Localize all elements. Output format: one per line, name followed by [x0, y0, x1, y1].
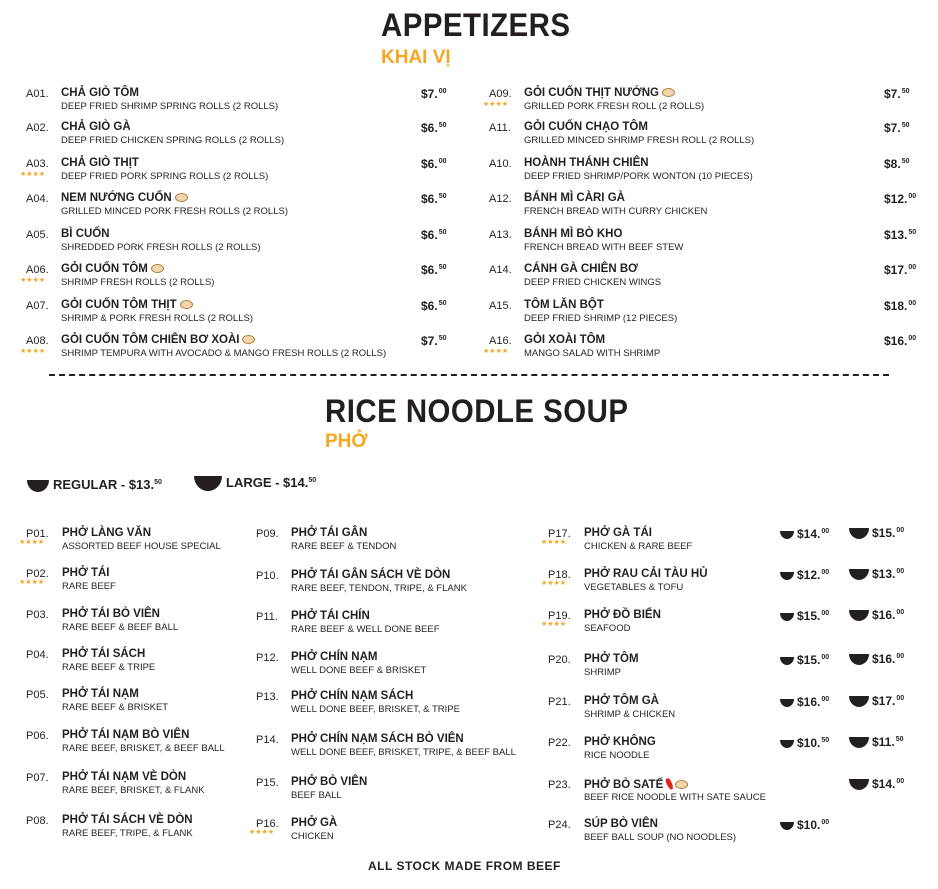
item-name: [291, 776, 367, 788]
item-description: FRENCH BREAD WITH CURRY CHICKEN: [524, 206, 708, 217]
item-description: RARE BEEF, BRISKET, & FLANK: [62, 785, 205, 796]
price-dollars: $14.: [872, 777, 896, 791]
item-code: A12.: [489, 193, 512, 205]
item-code: A09.: [489, 88, 512, 100]
price-cents: 50: [821, 737, 830, 744]
price-cents: 50: [438, 193, 447, 200]
item-code: P06.: [26, 730, 49, 742]
item-description: DEEP FRIED CHICKEN SPRING ROLLS (2 ROLLS): [61, 135, 285, 146]
item-code: P16.: [256, 818, 279, 830]
pho-subtitle: PHỞ: [325, 431, 368, 452]
item-name-text: PHỞ TÁI SÁCH VÈ DÒN: [62, 814, 193, 826]
section-divider: [49, 374, 889, 376]
price-dollars: $16.: [884, 334, 908, 348]
price-cents: 00: [821, 569, 830, 576]
item-description: GRILLED MINCED SHRIMP FRESH ROLL (2 ROLLS): [524, 135, 755, 146]
price-cents: 00: [821, 696, 830, 703]
item-code: P10.: [256, 570, 279, 582]
item-name: [291, 610, 370, 622]
peanut-icon: [180, 300, 193, 309]
appetizers-subtitle: KHAI VỊ: [381, 47, 451, 68]
item-name-text: HOÀNH THÁNH CHIÊN: [524, 157, 649, 169]
star-icon: ★★★★: [20, 348, 46, 355]
price-cents: 50: [438, 229, 447, 236]
item-name-text: PHỞ TÁI NẠM BÒ VIÊN: [62, 729, 190, 741]
item-name: [62, 648, 145, 660]
large-price: [849, 735, 904, 749]
item-description: RICE NOODLE: [584, 750, 650, 761]
bowl-icon: [849, 737, 869, 748]
item-name: [584, 695, 659, 707]
item-price: [884, 192, 916, 206]
item-name-text: GỎI CUỐN TÔM THỊT: [61, 299, 177, 311]
price-cents: 00: [896, 778, 905, 785]
item-description: RARE BEEF: [62, 581, 116, 592]
regular-price: [780, 653, 829, 667]
peanut-icon: [175, 193, 188, 202]
item-name-text: PHỞ TÁI GÂN: [291, 527, 368, 539]
item-name: [61, 263, 164, 275]
star-icon: ★★★★: [20, 277, 46, 284]
price-dollars: $10.: [797, 736, 821, 750]
item-description: RARE BEEF & BEEF BALL: [62, 622, 179, 633]
item-name: [584, 818, 658, 830]
item-code: P08.: [26, 815, 49, 827]
item-code: P04.: [26, 649, 49, 661]
large-price: [849, 652, 904, 666]
item-description: GRILLED MINCED PORK FRESH ROLLS (2 ROLLS): [61, 206, 288, 217]
price-dollars: $6.: [421, 157, 438, 171]
item-name-text: PHỞ KHÔNG: [584, 736, 656, 748]
regular-price: [780, 818, 829, 832]
item-name: [524, 334, 605, 346]
item-name: [61, 334, 255, 346]
price-cents: 00: [821, 528, 830, 535]
item-description: WELL DONE BEEF, BRISKET, TRIPE, & BEEF BALL: [291, 747, 516, 758]
item-description: DEEP FRIED SHRIMP (12 PIECES): [524, 313, 678, 324]
bowl-icon: [849, 654, 869, 665]
large-price: [849, 567, 904, 581]
item-name-text: CÁNH GÀ CHIÊN BƠ: [524, 263, 638, 275]
item-name-text: SÚP BÒ VIÊN: [584, 818, 658, 830]
large-label: LARGE - $14.: [226, 475, 309, 490]
bowl-icon: [849, 610, 869, 621]
item-code: A04.: [26, 193, 49, 205]
price-dollars: $12.: [797, 568, 821, 582]
item-name-text: PHỞ TÔM: [584, 653, 639, 665]
item-name: [524, 299, 604, 311]
item-price: [884, 228, 916, 242]
price-dollars: $18.: [884, 299, 908, 313]
item-name: [61, 228, 110, 240]
item-price: [884, 157, 909, 171]
peanut-icon: [675, 780, 688, 789]
price-cents: 50: [901, 88, 910, 95]
item-description: SHRIMP: [584, 667, 621, 678]
bowl-icon: [780, 740, 794, 748]
item-description: DEEP FRIED SHRIMP SPRING ROLLS (2 ROLLS): [61, 101, 279, 112]
item-price: [421, 121, 446, 135]
price-cents: 00: [821, 819, 830, 826]
item-code: P18.: [548, 569, 571, 581]
item-code: P07.: [26, 772, 49, 784]
price-dollars: $7.: [884, 121, 901, 135]
large-price: [849, 777, 904, 791]
item-name: [584, 653, 639, 665]
item-code: A01.: [26, 88, 49, 100]
item-name-text: PHỞ BÒ SATẾ: [584, 779, 664, 791]
star-icon: ★★★★: [19, 539, 45, 546]
item-description: SHRIMP TEMPURA WITH AVOCADO & MANGO FRESH ROLLS (2 ROLLS): [61, 348, 387, 359]
item-name-text: GỎI CUỐN THỊT NƯỚNG: [524, 87, 659, 99]
price-cents: 50: [908, 229, 917, 236]
item-description: DEEP FRIED CHICKEN WINGS: [524, 277, 662, 288]
item-description: DEEP FRIED PORK SPRING ROLLS (2 ROLLS): [61, 171, 269, 182]
large-price: [849, 694, 904, 708]
item-name: [62, 814, 193, 826]
item-name-text: CHẢ GIÒ GÀ: [61, 121, 131, 133]
item-name: [62, 688, 139, 700]
bowl-icon: [780, 657, 794, 665]
price-dollars: $16.: [872, 608, 896, 622]
item-name-text: BÌ CUỐN: [61, 228, 110, 240]
price-dollars: $14.: [797, 527, 821, 541]
item-name: [61, 299, 193, 311]
item-code: P23.: [548, 779, 571, 791]
price-cents: 00: [438, 158, 447, 165]
regular-price: [780, 695, 829, 709]
item-name: [62, 729, 189, 741]
price-dollars: $15.: [797, 609, 821, 623]
item-description: GRILLED PORK FRESH ROLL (2 ROLLS): [524, 101, 705, 112]
price-dollars: $6.: [421, 192, 438, 206]
price-dollars: $17.: [872, 694, 896, 708]
item-description: WELL DONE BEEF, BRISKET, & TRIPE: [291, 704, 460, 715]
peanut-icon: [242, 335, 255, 344]
item-code: P03.: [26, 609, 49, 621]
item-name-text: PHỞ TÁI NẠM VÈ DÒN: [62, 771, 187, 783]
item-description: RARE BEEF & TENDON: [291, 541, 397, 552]
item-description: FRENCH BREAD WITH BEEF STEW: [524, 242, 684, 253]
item-name-text: PHỞ CHÍN NẠM: [291, 651, 378, 663]
item-code: P20.: [548, 654, 571, 666]
item-name: [584, 736, 656, 748]
item-price: [421, 157, 446, 171]
regular-cents: 50: [154, 479, 162, 486]
item-code: P05.: [26, 689, 49, 701]
item-description: SHREDDED PORK FRESH ROLLS (2 ROLLS): [61, 242, 261, 253]
large-size-legend: [194, 475, 316, 491]
regular-price: [780, 527, 829, 541]
price-dollars: $6.: [421, 299, 438, 313]
bowl-icon: [780, 572, 794, 580]
star-icon: ★★★★: [541, 539, 567, 546]
item-price: [884, 334, 916, 348]
price-dollars: $7.: [884, 87, 901, 101]
item-name-text: TÔM LĂN BỘT: [524, 299, 604, 311]
bowl-icon: [194, 476, 222, 491]
item-description: SEAFOOD: [584, 623, 631, 634]
peanut-icon: [662, 88, 675, 97]
price-cents: 50: [438, 264, 447, 271]
peanut-icon: [151, 264, 164, 273]
item-name: [584, 568, 708, 580]
price-cents: 00: [896, 527, 905, 534]
item-name: [584, 609, 661, 621]
price-dollars: $11.: [872, 735, 895, 749]
item-price: [884, 299, 916, 313]
item-name-text: PHỞ CHÍN NẠM SÁCH: [291, 690, 414, 702]
price-cents: 50: [438, 335, 447, 342]
item-description: SHRIMP FRESH ROLLS (2 ROLLS): [61, 277, 215, 288]
regular-price: [780, 568, 829, 582]
item-description: BEEF BALL SOUP (NO NOODLES): [584, 832, 737, 843]
large-cents: 50: [308, 477, 317, 484]
price-dollars: $17.: [884, 263, 908, 277]
item-code: P13.: [256, 691, 279, 703]
chili-icon: [665, 778, 675, 791]
item-description: WELL DONE BEEF & BRISKET: [291, 665, 427, 676]
bowl-icon: [780, 822, 794, 830]
item-code: A07.: [26, 300, 49, 312]
price-cents: 50: [438, 300, 447, 307]
item-price: [421, 192, 446, 206]
item-name: [62, 527, 151, 539]
price-dollars: $6.: [421, 263, 438, 277]
bowl-icon: [849, 528, 869, 539]
item-code: P24.: [548, 819, 571, 831]
item-code: P11.: [256, 611, 278, 623]
item-description: BEEF BALL: [291, 790, 342, 801]
price-dollars: $7.: [421, 87, 438, 101]
price-dollars: $8.: [884, 157, 901, 171]
bowl-icon: [849, 779, 869, 790]
item-code: P02.: [26, 568, 49, 580]
bowl-icon: [27, 480, 49, 492]
price-dollars: $15.: [872, 526, 896, 540]
regular-label: REGULAR - $13.: [53, 477, 155, 492]
item-name-text: GỎI CUỐN TÔM CHIÊN BƠ XOÀI: [61, 334, 240, 346]
item-name-text: PHỞ BÒ VIÊN: [291, 776, 368, 788]
price-cents: 00: [908, 264, 917, 271]
item-name: [62, 771, 186, 783]
item-name-text: PHỞ TÔM GÀ: [584, 695, 659, 707]
item-name-text: CHẢ GIÒ TÔM: [61, 87, 139, 99]
bowl-icon: [780, 531, 794, 539]
item-code: A16.: [489, 335, 512, 347]
item-description: BEEF RICE NOODLE WITH SATE SAUCE: [584, 792, 766, 803]
item-description: RARE BEEF, TENDON, TRIPE, & FLANK: [291, 583, 467, 594]
item-name: [61, 192, 188, 204]
item-price: [421, 263, 446, 277]
pho-title: RICE NOODLE SOUP: [325, 393, 629, 429]
item-code: A13.: [489, 229, 512, 241]
regular-price: [780, 609, 829, 623]
item-name: [524, 192, 625, 204]
item-name-text: BÁNH MÌ BÒ KHO: [524, 228, 623, 240]
item-name-text: PHỞ CHÍN NẠM SÁCH BÒ VIÊN: [291, 733, 464, 745]
item-code: P09.: [256, 528, 279, 540]
item-description: DEEP FRIED SHRIMP/PORK WONTON (10 PIECES): [524, 171, 753, 182]
item-description: ASSORTED BEEF HOUSE SPECIAL: [62, 541, 221, 552]
price-dollars: $7.: [421, 334, 438, 348]
star-icon: ★★★★: [20, 171, 46, 178]
price-cents: 50: [901, 122, 910, 129]
price-dollars: $6.: [421, 121, 438, 135]
item-code: A08.: [26, 335, 49, 347]
item-description: CHICKEN: [291, 831, 334, 842]
item-name: [584, 527, 652, 539]
price-dollars: $13.: [884, 228, 908, 242]
item-code: P22.: [548, 737, 571, 749]
item-name-text: PHỞ TÁI CHÍN: [291, 610, 370, 622]
star-icon: ★★★★: [483, 348, 509, 355]
item-name-text: PHỞ RAU CẢI TÀU HỦ: [584, 568, 708, 580]
item-name-text: NEM NƯỚNG CUỐN: [61, 192, 172, 204]
price-cents: 50: [895, 736, 904, 743]
item-code: P21.: [548, 696, 571, 708]
item-name-text: PHỞ LÀNG VĂN: [62, 527, 152, 539]
large-price: [849, 608, 904, 622]
price-dollars: $6.: [421, 228, 438, 242]
item-price: [884, 87, 909, 101]
item-code: A10.: [489, 158, 512, 170]
star-icon: ★★★★: [483, 101, 509, 108]
item-name-text: PHỞ TÁI: [62, 567, 110, 579]
item-name: [62, 608, 160, 620]
item-code: A02.: [26, 122, 49, 134]
price-cents: 50: [438, 122, 447, 129]
item-name: [524, 121, 648, 133]
item-code: P17.: [548, 528, 571, 540]
item-name-text: CHẢ GIÒ THỊT: [61, 157, 139, 169]
item-code: P15.: [256, 777, 279, 789]
item-description: SHRIMP & CHICKEN: [584, 709, 676, 720]
item-code: A14.: [489, 264, 512, 276]
item-code: P01.: [26, 528, 49, 540]
item-name-text: PHỞ TÁI BÒ VIÊN: [62, 608, 160, 620]
item-name: [61, 121, 131, 133]
price-cents: 00: [896, 653, 905, 660]
price-cents: 00: [908, 193, 917, 200]
item-code: A11.: [489, 122, 511, 134]
item-name: [524, 228, 622, 240]
price-cents: 00: [438, 88, 447, 95]
item-name: [524, 157, 649, 169]
item-description: RARE BEEF & BRISKET: [62, 702, 169, 713]
item-code: P19.: [548, 610, 571, 622]
item-description: RARE BEEF, TRIPE, & FLANK: [62, 828, 193, 839]
price-cents: 50: [901, 158, 910, 165]
item-name-text: BÁNH MÌ CÀRI GÀ: [524, 192, 625, 204]
item-description: RARE BEEF & WELL DONE BEEF: [291, 624, 440, 635]
price-cents: 00: [908, 300, 917, 307]
price-cents: 00: [821, 610, 830, 617]
item-price: [421, 299, 446, 313]
item-code: A03.: [26, 158, 49, 170]
item-name-text: PHỞ TÁI NẠM: [62, 688, 139, 700]
bowl-icon: [780, 613, 794, 621]
bowl-icon: [849, 569, 869, 580]
item-code: A05.: [26, 229, 49, 241]
item-name-text: PHỞ TÁI GÂN SÁCH VÈ DÒN: [291, 569, 451, 581]
item-name-text: GỎI CUỐN CHẠO TÔM: [524, 121, 648, 133]
large-price: [849, 526, 904, 540]
item-name-text: PHỞ GÀ TÁI: [584, 527, 652, 539]
price-dollars: $16.: [797, 695, 821, 709]
item-name: [61, 157, 139, 169]
item-name: [291, 817, 337, 829]
price-cents: 00: [821, 654, 830, 661]
item-code: P14.: [256, 734, 279, 746]
item-price: [421, 334, 446, 348]
item-description: CHICKEN & RARE BEEF: [584, 541, 693, 552]
item-name: [291, 733, 464, 745]
item-description: RARE BEEF, BRISKET, & BEEF BALL: [62, 743, 225, 754]
item-name: [61, 87, 139, 99]
item-description: SHRIMP & PORK FRESH ROLLS (2 ROLLS): [61, 313, 253, 324]
item-name: [291, 651, 377, 663]
star-icon: ★★★★: [19, 579, 45, 586]
item-name: [291, 569, 450, 581]
price-dollars: $15.: [797, 653, 821, 667]
item-price: [421, 87, 446, 101]
footer-note: ALL STOCK MADE FROM BEEF: [368, 859, 561, 873]
item-name: [291, 690, 413, 702]
item-description: VEGETABLES & TOFU: [584, 582, 684, 593]
price-cents: 00: [908, 335, 917, 342]
price-cents: 00: [896, 695, 905, 702]
star-icon: ★★★★: [541, 621, 567, 628]
item-code: P12.: [256, 652, 279, 664]
appetizers-title: APPETIZERS: [381, 7, 571, 43]
price-dollars: $13.: [872, 567, 896, 581]
price-dollars: $10.: [797, 818, 821, 832]
item-name-text: GỎI CUỐN TÔM: [61, 263, 148, 275]
item-code: A06.: [26, 264, 49, 276]
regular-size-legend: [27, 477, 162, 492]
item-price: [421, 228, 446, 242]
item-name: [62, 567, 110, 579]
item-name-text: PHỞ ĐỒ BIỂN: [584, 609, 661, 621]
item-description: RARE BEEF & TRIPE: [62, 662, 156, 673]
item-name-text: PHỞ GÀ: [291, 817, 338, 829]
price-dollars: $12.: [884, 192, 908, 206]
price-cents: 00: [896, 568, 905, 575]
star-icon: ★★★★: [541, 580, 567, 587]
item-price: [884, 121, 909, 135]
price-cents: 00: [896, 609, 905, 616]
item-name: [584, 778, 688, 791]
item-name: [524, 87, 675, 99]
price-dollars: $16.: [872, 652, 896, 666]
regular-price: [780, 736, 829, 750]
star-icon: ★★★★: [249, 829, 275, 836]
bowl-icon: [780, 699, 794, 707]
item-code: A15.: [489, 300, 512, 312]
item-price: [884, 263, 916, 277]
item-name: [524, 263, 638, 275]
item-name-text: GỎI XOÀI TÔM: [524, 334, 606, 346]
item-name-text: PHỞ TÁI SÁCH: [62, 648, 146, 660]
item-description: MANGO SALAD WITH SHRIMP: [524, 348, 661, 359]
item-name: [291, 527, 367, 539]
bowl-icon: [849, 696, 869, 707]
